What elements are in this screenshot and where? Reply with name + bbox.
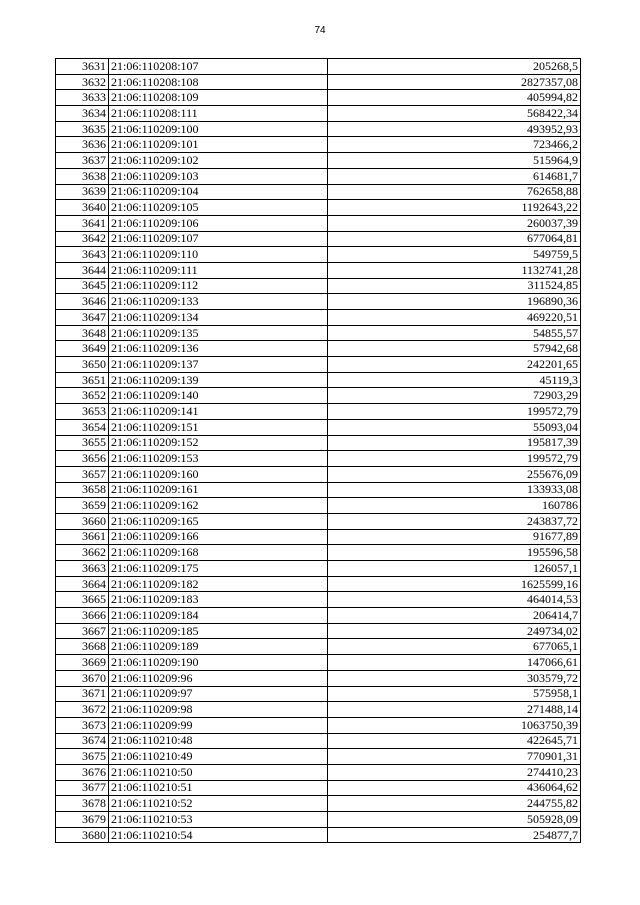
- cadastral-number-cell: 21:06:110209:133: [109, 294, 328, 310]
- row-number-cell: 3662: [56, 545, 109, 561]
- value-cell: 260037,39: [328, 215, 581, 231]
- cadastral-number-cell: 21:06:110209:152: [109, 435, 328, 451]
- row-number-cell: 3642: [56, 231, 109, 247]
- value-cell: 55093,04: [328, 419, 581, 435]
- table-row: [56, 608, 581, 624]
- value-cell: 271488,14: [328, 702, 581, 718]
- table-row: [56, 561, 581, 577]
- value-cell: 575958,1: [328, 686, 581, 702]
- cadastral-number-cell: 21:06:110209:175: [109, 561, 328, 577]
- row-number-cell: 3638: [56, 168, 109, 184]
- value-cell: 126057,1: [328, 561, 581, 577]
- table-row: [56, 121, 581, 137]
- cadastral-number-cell: 21:06:110209:185: [109, 623, 328, 639]
- row-number-cell: 3673: [56, 717, 109, 733]
- value-cell: 515964,9: [328, 153, 581, 169]
- table-row: [56, 74, 581, 90]
- cadastral-number-cell: 21:06:110210:51: [109, 780, 328, 796]
- cadastral-number-cell: 21:06:110209:102: [109, 153, 328, 169]
- table-row: [56, 341, 581, 357]
- table-row: [56, 812, 581, 828]
- table-row: [56, 686, 581, 702]
- table-row: [56, 325, 581, 341]
- row-number-cell: 3639: [56, 184, 109, 200]
- cadastral-number-cell: 21:06:110209:104: [109, 184, 328, 200]
- value-cell: 770901,31: [328, 749, 581, 765]
- table-row: [56, 749, 581, 765]
- row-number-cell: 3640: [56, 200, 109, 216]
- cadastral-number-cell: 21:06:110209:139: [109, 372, 328, 388]
- row-number-cell: 3650: [56, 357, 109, 373]
- table-row: [56, 200, 581, 216]
- cadastral-number-cell: 21:06:110209:135: [109, 325, 328, 341]
- table-row: [56, 796, 581, 812]
- table-row: [56, 419, 581, 435]
- table-row: [56, 639, 581, 655]
- table-row: [56, 278, 581, 294]
- row-number-cell: 3643: [56, 247, 109, 263]
- value-cell: 160786: [328, 498, 581, 514]
- row-number-cell: 3631: [56, 59, 109, 75]
- table-row: [56, 388, 581, 404]
- cadastral-number-cell: 21:06:110209:162: [109, 498, 328, 514]
- value-cell: 1625599,16: [328, 576, 581, 592]
- value-cell: 464014,53: [328, 592, 581, 608]
- cadastral-number-cell: 21:06:110209:151: [109, 419, 328, 435]
- cadastral-number-cell: 21:06:110209:101: [109, 137, 328, 153]
- value-cell: 199572,79: [328, 404, 581, 420]
- table-row: [56, 466, 581, 482]
- cadastral-number-cell: 21:06:110209:140: [109, 388, 328, 404]
- row-number-cell: 3668: [56, 639, 109, 655]
- row-number-cell: 3653: [56, 404, 109, 420]
- row-number-cell: 3666: [56, 608, 109, 624]
- table-row: [56, 498, 581, 514]
- cadastral-number-cell: 21:06:110209:141: [109, 404, 328, 420]
- table-row: [56, 592, 581, 608]
- cadastral-number-cell: 21:06:110210:54: [109, 827, 328, 843]
- row-number-cell: 3644: [56, 262, 109, 278]
- cadastral-number-cell: 21:06:110209:105: [109, 200, 328, 216]
- row-number-cell: 3646: [56, 294, 109, 310]
- cadastral-number-cell: 21:06:110209:110: [109, 247, 328, 263]
- parcel-table: [55, 58, 581, 843]
- row-number-cell: 3676: [56, 764, 109, 780]
- row-number-cell: 3660: [56, 513, 109, 529]
- row-number-cell: 3674: [56, 733, 109, 749]
- value-cell: 1192643,22: [328, 200, 581, 216]
- table-row: [56, 482, 581, 498]
- cadastral-number-cell: 21:06:110209:190: [109, 655, 328, 671]
- row-number-cell: 3665: [56, 592, 109, 608]
- table-row: [56, 717, 581, 733]
- row-number-cell: 3680: [56, 827, 109, 843]
- value-cell: 1063750,39: [328, 717, 581, 733]
- row-number-cell: 3632: [56, 74, 109, 90]
- cadastral-number-cell: 21:06:110209:100: [109, 121, 328, 137]
- value-cell: 243837,72: [328, 513, 581, 529]
- table-row: [56, 247, 581, 263]
- value-cell: 505928,09: [328, 812, 581, 828]
- row-number-cell: 3670: [56, 670, 109, 686]
- table-row: [56, 184, 581, 200]
- table-row: [56, 294, 581, 310]
- cadastral-number-cell: 21:06:110209:183: [109, 592, 328, 608]
- value-cell: 206414,7: [328, 608, 581, 624]
- value-cell: 303579,72: [328, 670, 581, 686]
- row-number-cell: 3637: [56, 153, 109, 169]
- row-number-cell: 3636: [56, 137, 109, 153]
- row-number-cell: 3648: [56, 325, 109, 341]
- row-number-cell: 3657: [56, 466, 109, 482]
- table-row: [56, 576, 581, 592]
- value-cell: 1132741,28: [328, 262, 581, 278]
- value-cell: 205268,5: [328, 59, 581, 75]
- row-number-cell: 3669: [56, 655, 109, 671]
- row-number-cell: 3633: [56, 90, 109, 106]
- value-cell: 54855,57: [328, 325, 581, 341]
- row-number-cell: 3672: [56, 702, 109, 718]
- table-row: [56, 153, 581, 169]
- row-number-cell: 3647: [56, 310, 109, 326]
- row-number-cell: 3655: [56, 435, 109, 451]
- cadastral-number-cell: 21:06:110210:52: [109, 796, 328, 812]
- table-row: [56, 513, 581, 529]
- value-cell: 199572,79: [328, 451, 581, 467]
- row-number-cell: 3652: [56, 388, 109, 404]
- row-number-cell: 3659: [56, 498, 109, 514]
- value-cell: 677064,81: [328, 231, 581, 247]
- value-cell: 2827357,08: [328, 74, 581, 90]
- row-number-cell: 3634: [56, 106, 109, 122]
- row-number-cell: 3645: [56, 278, 109, 294]
- row-number-cell: 3671: [56, 686, 109, 702]
- table-row: [56, 215, 581, 231]
- table-row: [56, 262, 581, 278]
- row-number-cell: 3667: [56, 623, 109, 639]
- table-row: [56, 137, 581, 153]
- cadastral-number-cell: 21:06:110210:48: [109, 733, 328, 749]
- value-cell: 45119,3: [328, 372, 581, 388]
- row-number-cell: 3677: [56, 780, 109, 796]
- value-cell: 147066,61: [328, 655, 581, 671]
- page-number: 74: [314, 25, 326, 36]
- table-row: [56, 529, 581, 545]
- cadastral-number-cell: 21:06:110209:103: [109, 168, 328, 184]
- row-number-cell: 3635: [56, 121, 109, 137]
- table-row: [56, 764, 581, 780]
- cadastral-number-cell: 21:06:110210:50: [109, 764, 328, 780]
- cadastral-number-cell: 21:06:110208:111: [109, 106, 328, 122]
- cadastral-number-cell: 21:06:110209:137: [109, 357, 328, 373]
- row-number-cell: 3651: [56, 372, 109, 388]
- value-cell: 549759,5: [328, 247, 581, 263]
- table-row: [56, 451, 581, 467]
- cadastral-number-cell: 21:06:110209:111: [109, 262, 328, 278]
- table-row: [56, 404, 581, 420]
- table-row: [56, 827, 581, 843]
- value-cell: 677065,1: [328, 639, 581, 655]
- cadastral-number-cell: 21:06:110209:136: [109, 341, 328, 357]
- cadastral-number-cell: 21:06:110208:109: [109, 90, 328, 106]
- row-number-cell: 3675: [56, 749, 109, 765]
- cadastral-number-cell: 21:06:110209:161: [109, 482, 328, 498]
- cadastral-number-cell: 21:06:110209:96: [109, 670, 328, 686]
- value-cell: 249734,02: [328, 623, 581, 639]
- row-number-cell: 3661: [56, 529, 109, 545]
- cadastral-number-cell: 21:06:110209:189: [109, 639, 328, 655]
- cadastral-number-cell: 21:06:110209:99: [109, 717, 328, 733]
- cadastral-number-cell: 21:06:110209:182: [109, 576, 328, 592]
- table-row: [56, 59, 581, 75]
- value-cell: 195596,58: [328, 545, 581, 561]
- cadastral-number-cell: 21:06:110209:165: [109, 513, 328, 529]
- table-body: [56, 59, 581, 843]
- cadastral-number-cell: 21:06:110209:184: [109, 608, 328, 624]
- cadastral-number-cell: 21:06:110210:53: [109, 812, 328, 828]
- row-number-cell: 3641: [56, 215, 109, 231]
- value-cell: 196890,36: [328, 294, 581, 310]
- table-row: [56, 670, 581, 686]
- value-cell: 723466,2: [328, 137, 581, 153]
- cadastral-number-cell: 21:06:110209:97: [109, 686, 328, 702]
- value-cell: 422645,71: [328, 733, 581, 749]
- table-row: [56, 231, 581, 247]
- row-number-cell: 3663: [56, 561, 109, 577]
- value-cell: 469220,51: [328, 310, 581, 326]
- table-row: [56, 357, 581, 373]
- value-cell: 133933,08: [328, 482, 581, 498]
- table-row: [56, 310, 581, 326]
- cadastral-number-cell: 21:06:110209:107: [109, 231, 328, 247]
- value-cell: 244755,82: [328, 796, 581, 812]
- table-row: [56, 655, 581, 671]
- value-cell: 255676,09: [328, 466, 581, 482]
- row-number-cell: 3679: [56, 812, 109, 828]
- table-row: [56, 106, 581, 122]
- value-cell: 57942,68: [328, 341, 581, 357]
- value-cell: 493952,93: [328, 121, 581, 137]
- value-cell: 274410,23: [328, 764, 581, 780]
- value-cell: 72903,29: [328, 388, 581, 404]
- table-row: [56, 702, 581, 718]
- table-row: [56, 733, 581, 749]
- value-cell: 405994,82: [328, 90, 581, 106]
- cadastral-number-cell: 21:06:110209:153: [109, 451, 328, 467]
- cadastral-number-cell: 21:06:110209:112: [109, 278, 328, 294]
- cadastral-number-cell: 21:06:110208:107: [109, 59, 328, 75]
- value-cell: 311524,85: [328, 278, 581, 294]
- value-cell: 91677,89: [328, 529, 581, 545]
- row-number-cell: 3654: [56, 419, 109, 435]
- cadastral-number-cell: 21:06:110209:106: [109, 215, 328, 231]
- table-row: [56, 372, 581, 388]
- value-cell: 436064,62: [328, 780, 581, 796]
- cadastral-number-cell: 21:06:110209:168: [109, 545, 328, 561]
- row-number-cell: 3658: [56, 482, 109, 498]
- row-number-cell: 3656: [56, 451, 109, 467]
- row-number-cell: 3678: [56, 796, 109, 812]
- cadastral-number-cell: 21:06:110208:108: [109, 74, 328, 90]
- cadastral-number-cell: 21:06:110209:134: [109, 310, 328, 326]
- value-cell: 762658,88: [328, 184, 581, 200]
- row-number-cell: 3664: [56, 576, 109, 592]
- table-row: [56, 90, 581, 106]
- cadastral-number-cell: 21:06:110209:98: [109, 702, 328, 718]
- value-cell: 614681,7: [328, 168, 581, 184]
- cadastral-number-cell: 21:06:110209:166: [109, 529, 328, 545]
- value-cell: 254877,7: [328, 827, 581, 843]
- value-cell: 242201,65: [328, 357, 581, 373]
- row-number-cell: 3649: [56, 341, 109, 357]
- table-row: [56, 168, 581, 184]
- table-row: [56, 545, 581, 561]
- table-row: [56, 623, 581, 639]
- cadastral-number-cell: 21:06:110210:49: [109, 749, 328, 765]
- value-cell: 568422,34: [328, 106, 581, 122]
- table-row: [56, 435, 581, 451]
- value-cell: 195817,39: [328, 435, 581, 451]
- table-row: [56, 780, 581, 796]
- cadastral-number-cell: 21:06:110209:160: [109, 466, 328, 482]
